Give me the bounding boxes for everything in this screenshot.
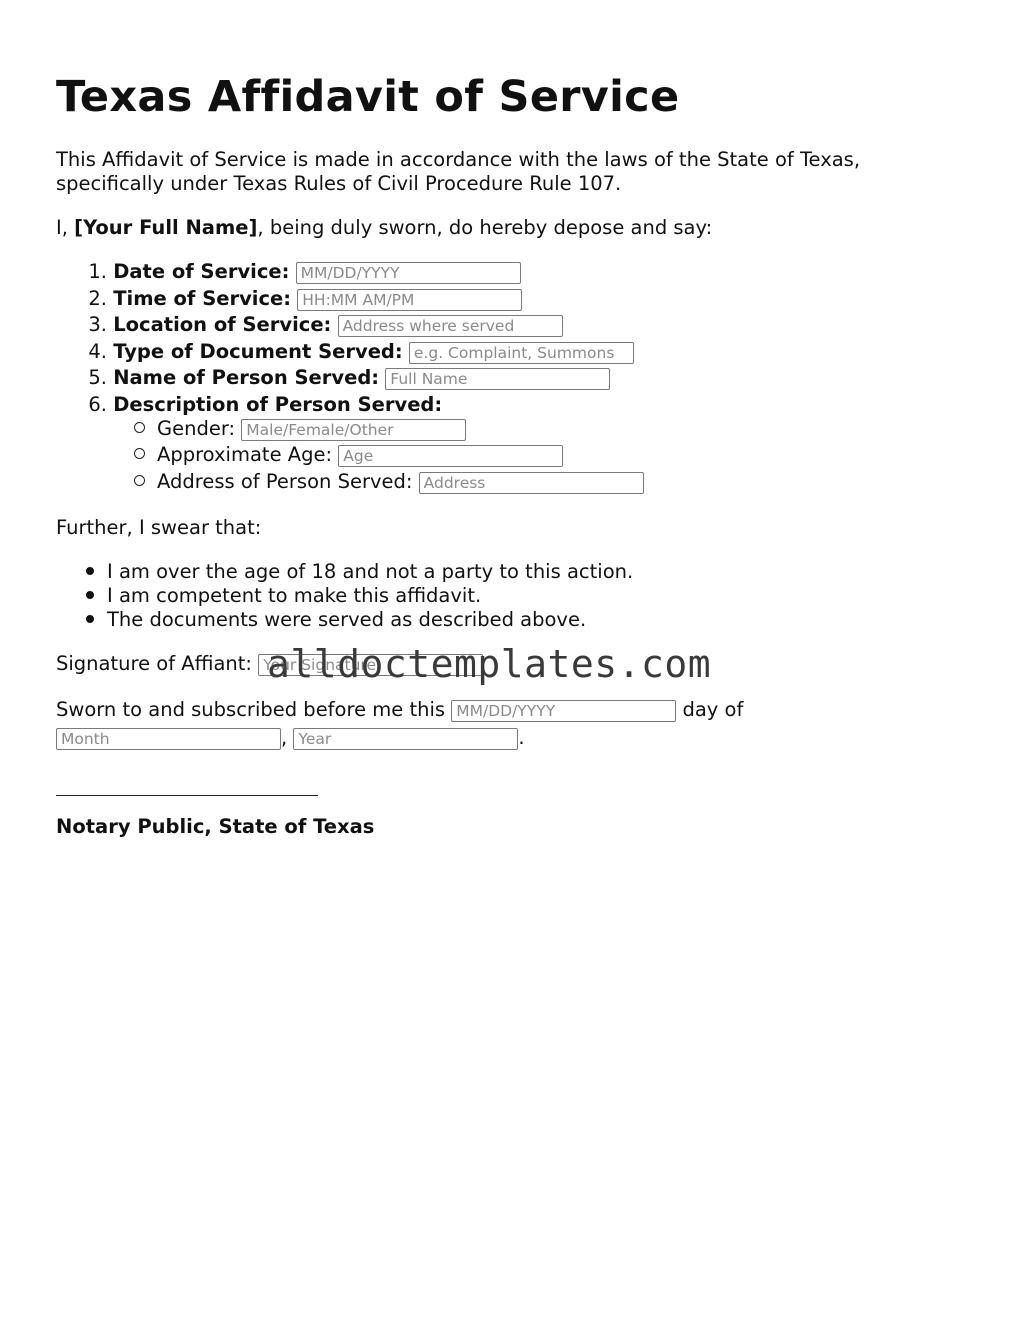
age-input[interactable] [338,445,563,467]
notary-signature-line [56,795,318,796]
further-heading: Further, I swear that: [56,516,262,539]
oath-suffix: , being duly sworn, do hereby depose and say: [257,216,713,239]
item-number: 6. [88,393,107,416]
item-label: Location of Service: [113,313,332,336]
sworn-row [56,698,743,722]
period: . [518,726,525,749]
item-date-of-service [56,260,521,284]
oath-statement [56,216,712,240]
oath-prefix: I, [56,216,75,239]
signature-input[interactable] [258,654,483,676]
circle-bullet-icon [134,475,145,486]
list-item [56,584,481,608]
item-time-of-service [56,287,522,311]
circle-bullet-icon [134,448,145,459]
oath-name-placeholder: [Your Full Name] [74,216,258,239]
item-number: 3. [88,313,107,336]
item-number: 2. [88,287,107,310]
circle-bullet-icon [134,422,145,433]
item-label: Date of Service: [113,260,290,283]
address-input[interactable] [419,472,644,494]
gender-input[interactable] [241,419,466,441]
item-label: Description of Person Served: [113,393,443,416]
item-number: 1. [88,260,107,283]
bullet-text: I am competent to make this affidavit. [107,584,482,607]
item-label: Name of Person Served: [113,366,380,389]
description-address [56,470,644,494]
signature-row [56,652,483,676]
item-description-of-person [56,393,442,417]
time-of-service-input[interactable] [297,289,522,311]
notary-title: Notary Public, State of Texas [56,815,375,838]
item-label: Time of Service: [113,287,292,310]
bullet-icon [86,591,94,599]
sub-item-label: Approximate Age: [157,443,333,466]
item-label: Type of Document Served: [113,340,403,363]
comma: , [281,726,288,749]
sworn-date-input[interactable] [451,700,676,722]
item-number: 4. [88,340,107,363]
type-of-document-input[interactable] [409,342,634,364]
sworn-prefix: Sworn to and subscribed before me this [56,698,446,721]
bullet-icon [86,615,94,623]
date-of-service-input[interactable] [296,262,521,284]
day-of-text: day of [682,698,744,721]
description-gender [56,417,466,441]
item-number: 5. [88,366,107,389]
item-name-of-person [56,366,610,390]
month-input[interactable] [56,728,281,750]
sworn-row-2 [56,726,525,750]
page-title: Texas Affidavit of Service [56,72,680,122]
bullet-icon [86,567,94,575]
intro-paragraph: This Affidavit of Service is made in accordance with the laws of the State of Texas, specifically under Texas Rules of Civil Procedure Rule 107. [56,148,861,195]
name-of-person-input[interactable] [385,368,610,390]
item-type-of-document [56,340,634,364]
item-location-of-service [56,313,563,337]
list-item [56,608,586,632]
watermark: alldoctemplates.com [267,642,712,686]
bullet-text: I am over the age of 18 and not a party to this action. [107,560,634,583]
list-item [56,560,633,584]
location-of-service-input[interactable] [338,315,563,337]
signature-label: Signature of Affiant: [56,652,252,675]
sub-item-label: Gender: [157,417,236,440]
bullet-text: The documents were served as described above. [107,608,587,631]
year-input[interactable] [293,728,518,750]
sub-item-label: Address of Person Served: [157,470,413,493]
description-age [56,443,563,467]
